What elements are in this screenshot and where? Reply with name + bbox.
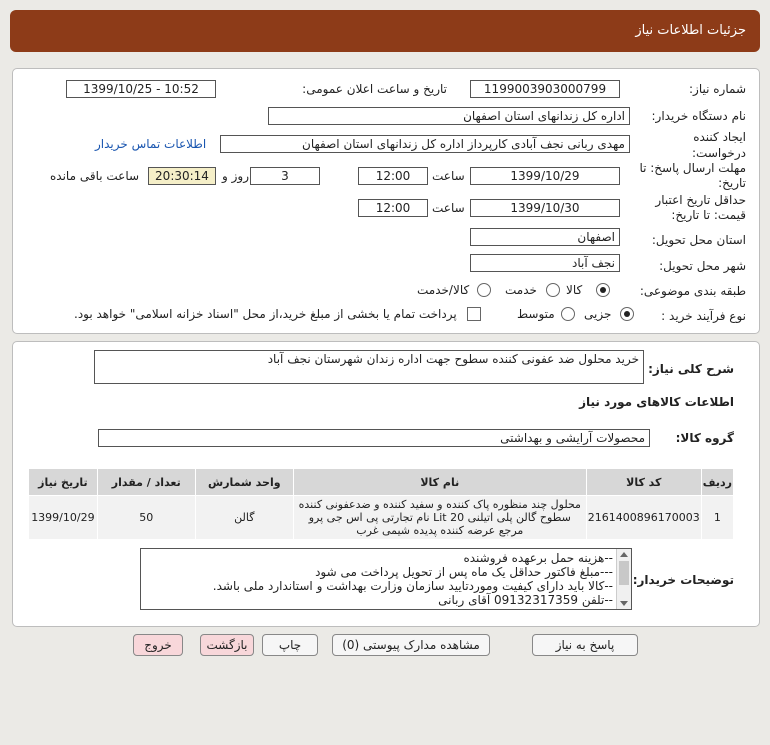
page-title: جزئیات اطلاعات نیاز xyxy=(635,23,746,38)
cell-date: 1399/10/29 xyxy=(29,496,98,540)
col-unit: واحد شمارش xyxy=(195,469,293,496)
note-line: --کالا باید دارای کیفیت وموردتایید سازمان وزارت بهداشت و استاندارد ملی باشد. xyxy=(212,579,613,593)
city-field: نجف آباد xyxy=(470,254,620,272)
need-number-label: شماره نیاز: xyxy=(689,82,746,96)
treasury-payment-checkbox[interactable] xyxy=(467,307,481,321)
reply-button[interactable]: پاسخ به نیاز xyxy=(532,634,638,656)
items-table xyxy=(28,468,734,540)
buyer-notes-box[interactable] xyxy=(140,548,632,610)
reply-time-label: ساعت xyxy=(432,169,465,183)
attachments-button[interactable]: مشاهده مدارک پیوستی (0) xyxy=(332,634,490,656)
process-medium-radio[interactable] xyxy=(561,307,575,321)
cell-code: 2161400896170003 xyxy=(586,496,701,540)
table-header-row xyxy=(29,469,734,496)
category-goods-radio[interactable] xyxy=(596,283,610,297)
category-goods-label: کالا xyxy=(566,283,583,297)
title-bar xyxy=(10,10,760,52)
reply-date-field: 1399/10/29 xyxy=(470,167,620,185)
category-service-radio[interactable] xyxy=(546,283,560,297)
table-row[interactable] xyxy=(29,496,734,540)
exit-button[interactable]: خروج xyxy=(133,634,183,656)
category-label: طبقه بندی موضوعی: xyxy=(639,284,746,298)
announce-datetime-field: 1399/10/25 - 10:52 xyxy=(66,80,216,98)
province-label: استان محل تحویل: xyxy=(651,233,746,247)
announce-datetime-label: تاریخ و ساعت اعلان عمومی: xyxy=(302,82,447,96)
need-number-field: 1199003903000799 xyxy=(470,80,620,98)
category-goods-service-label: کالا/خدمت xyxy=(417,283,470,297)
goods-info-heading: اطلاعات کالاهای مورد نیاز xyxy=(579,395,734,409)
category-service-label: خدمت xyxy=(505,283,537,297)
note-line: --تلفن 09132317359 آقای ربانی xyxy=(438,593,613,607)
creator-label: ایجاد کننده درخواست: xyxy=(692,130,746,160)
buyer-org-field: اداره کل زندانهای استان اصفهان xyxy=(268,107,630,125)
treasury-payment-note: پرداخت تمام یا بخشی از مبلغ خرید،از محل "اسناد خزانه اسلامی" خواهد بود. xyxy=(74,307,457,321)
remaining-label: ساعت باقی مانده xyxy=(50,169,140,183)
province-field: اصفهان xyxy=(470,228,620,246)
note-line: ---مبلغ فاکتور حداقل یک ماه پس از تحویل پرداخت می شود xyxy=(315,565,613,579)
back-button[interactable]: بازگشت xyxy=(200,634,254,656)
price-validity-label: حداقل تاریخ اعتبار قیمت: تا تاریخ: xyxy=(655,193,746,222)
buyer-notes-scrollbar[interactable] xyxy=(616,549,631,609)
print-button[interactable]: چاپ xyxy=(262,634,318,656)
contact-info-link[interactable]: اطلاعات تماس خریدار xyxy=(95,137,207,151)
process-type-label: نوع فرآیند خرید : xyxy=(661,309,746,323)
col-date: تاریخ نیاز xyxy=(29,469,98,496)
note-line: --هزینه حمل برعهده فروشنده xyxy=(463,551,613,565)
cell-name: محلول چند منظوره پاک کننده و سفید کننده و ضدعفونی کننده سطوح گالن پلی اتیلنی 20 Lit نام تجارتی پی اس جی پرو مرجع عرضه کننده پدیده شیمی غرب xyxy=(293,496,586,540)
validity-date-field: 1399/10/30 xyxy=(470,199,620,217)
goods-group-field: محصولات آرایشی و بهداشتی xyxy=(98,429,650,447)
process-minor-radio[interactable] xyxy=(620,307,634,321)
process-minor-label: جزیی xyxy=(584,307,612,321)
col-row: ردیف xyxy=(701,469,733,496)
scroll-up-icon[interactable] xyxy=(620,552,628,557)
col-name: نام کالا xyxy=(293,469,586,496)
validity-time-field: 12:00 xyxy=(358,199,428,217)
reply-deadline-label: مهلت ارسال پاسخ: تا تاریخ: xyxy=(639,161,746,190)
cell-unit: گالن xyxy=(195,496,293,540)
goods-group-label: گروه کالا: xyxy=(675,431,734,445)
general-desc-label: شرح کلی نیاز: xyxy=(648,362,734,376)
scroll-thumb[interactable] xyxy=(619,561,629,585)
cell-row: 1 xyxy=(701,496,733,540)
reply-time-field: 12:00 xyxy=(358,167,428,185)
creator-field: مهدی ربانی نجف آبادی کارپرداز اداره کل زندانهای استان اصفهان xyxy=(220,135,630,153)
validity-time-label: ساعت xyxy=(432,201,465,215)
scroll-down-icon[interactable] xyxy=(620,601,628,606)
category-goods-service-radio[interactable] xyxy=(477,283,491,297)
buyer-org-label: نام دستگاه خریدار: xyxy=(651,109,746,123)
buyer-notes-label: توضیحات خریدار: xyxy=(632,573,734,587)
days-field: 3 xyxy=(250,167,320,185)
general-desc-field: خرید محلول ضد عفونی کننده سطوح جهت اداره زندان شهرستان نجف آباد xyxy=(94,350,644,384)
city-label: شهر محل تحویل: xyxy=(659,259,746,273)
col-qty: تعداد / مقدار xyxy=(97,469,195,496)
buyer-notes-text xyxy=(213,551,613,607)
cell-qty: 50 xyxy=(97,496,195,540)
col-code: کد کالا xyxy=(586,469,701,496)
process-medium-label: متوسط xyxy=(517,307,555,321)
day-and-label: روز و xyxy=(222,169,249,183)
remaining-time-field: 20:30:14 xyxy=(148,167,216,185)
